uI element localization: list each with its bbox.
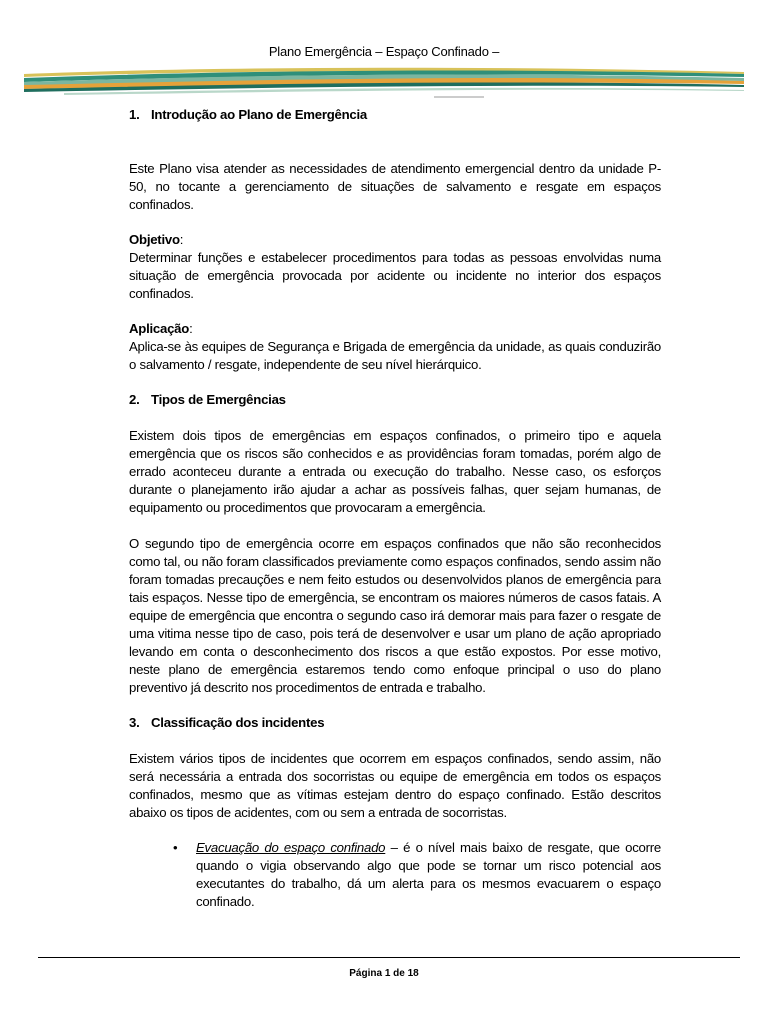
list-item	[129, 839, 661, 911]
objetivo-colon: :	[179, 232, 184, 247]
section-3-heading	[129, 714, 661, 732]
section-2-heading	[129, 391, 661, 409]
section-3-paragraph-1: Existem vários tipos de incidentes que ocorrem em espaços confinados, sendo assim, não será necessária a entrada dos socorristas ou equipe de emergência em todos os espaços confinados, mesmo que as vítimas estejam dentro do espaço confinado. Estão descritos abaixo os tipos de acidentes, com ou sem a entrada de socorristas.	[129, 751, 661, 820]
section-3-title: Classificação dos incidentes	[151, 715, 325, 730]
section-2-paragraph-1: Existem dois tipos de emergências em espaços confinados, o primeiro tipo e aquela emergência que os riscos são conhecidos e as providências foram tomadas, porém algo de errado aconteceu durante a entrada ou execução do trabalho. Nesse caso, os esforços durante o planejamento irão ajudar a achar as possíveis falhas, quer sejam humanas, de equipamento ou procedimentos que provocaram a emergência.	[129, 428, 661, 515]
section-1-number: 1.	[129, 107, 140, 122]
document-body	[129, 106, 661, 911]
aplicacao-heading	[129, 320, 661, 338]
footer-divider	[38, 957, 740, 958]
page-number: Página 1 de 18	[349, 968, 419, 979]
aplicacao-colon: :	[189, 321, 193, 336]
objetivo-heading	[129, 231, 661, 249]
section-2-title: Tipos de Emergências	[151, 392, 286, 407]
section-1-intro: Este Plano visa atender as necessidades de atendimento emergencial dentro da unidade P-50, no tocante a gerenciamento de situações de salvamento e resgate em espaços confinados.	[129, 161, 661, 212]
incident-types-list	[129, 839, 661, 911]
aplicacao-label: Aplicação	[129, 321, 190, 336]
section-2-paragraph-2: O segundo tipo de emergência ocorre em espaços confinados que não são reconhecidos como tal, ou não foram classificados previamente como espaços confinados, sendo assim não foram tomadas precauções e nem feito estudos ou desenvolvidos planos de emergência para tais espaços. Nesse tipo de emergência, se encontram os maiores números de casos fatais. A equipe de emergência que encontra o segundo caso irá demorar mais para fazer o resgate de uma vitima nesse tipo de caso, pois terá de desenvolver e usar um plano de ação apropriado levando em conta o desconhecimento dos riscos a que estão expostos. Por esse motivo, neste plano de emergência estaremos tendo como enfoque principal o uso do plano preventivo já descrito nos procedimentos de entrada e trabalho.	[129, 536, 661, 695]
header-stripes-decoration	[24, 60, 744, 100]
bullet-term: Evacuação do espaço confinado	[196, 840, 386, 855]
objetivo-label: Objetivo	[129, 232, 180, 247]
objetivo-text: Determinar funções e estabelecer procedimentos para todas as pessoas envolvidas numa situação de emergência provocada por acidente ou incidente no interior dos espaços confinados.	[129, 250, 661, 301]
section-1-heading	[129, 106, 661, 124]
section-1-title: Introdução ao Plano de Emergência	[151, 107, 367, 122]
page-header-title: Plano Emergência – Espaço Confinado –	[268, 44, 500, 59]
section-3-number: 3.	[129, 715, 140, 730]
bullet-text: – é o nível mais baixo de resgate, que ocorre quando o vigia observando algo que pode se tornar um risco potencial aos executantes do trabalho, dá um alerta para os mesmos evacuarem o espaço confinado.	[196, 840, 661, 909]
section-2-number: 2.	[129, 392, 140, 407]
aplicacao-text: Aplica-se às equipes de Segurança e Brigada de emergência da unidade, as quais conduzirão o salvamento / resgate, independente de seu nível hierárquico.	[129, 339, 661, 372]
bullet-marker: •	[173, 840, 178, 855]
